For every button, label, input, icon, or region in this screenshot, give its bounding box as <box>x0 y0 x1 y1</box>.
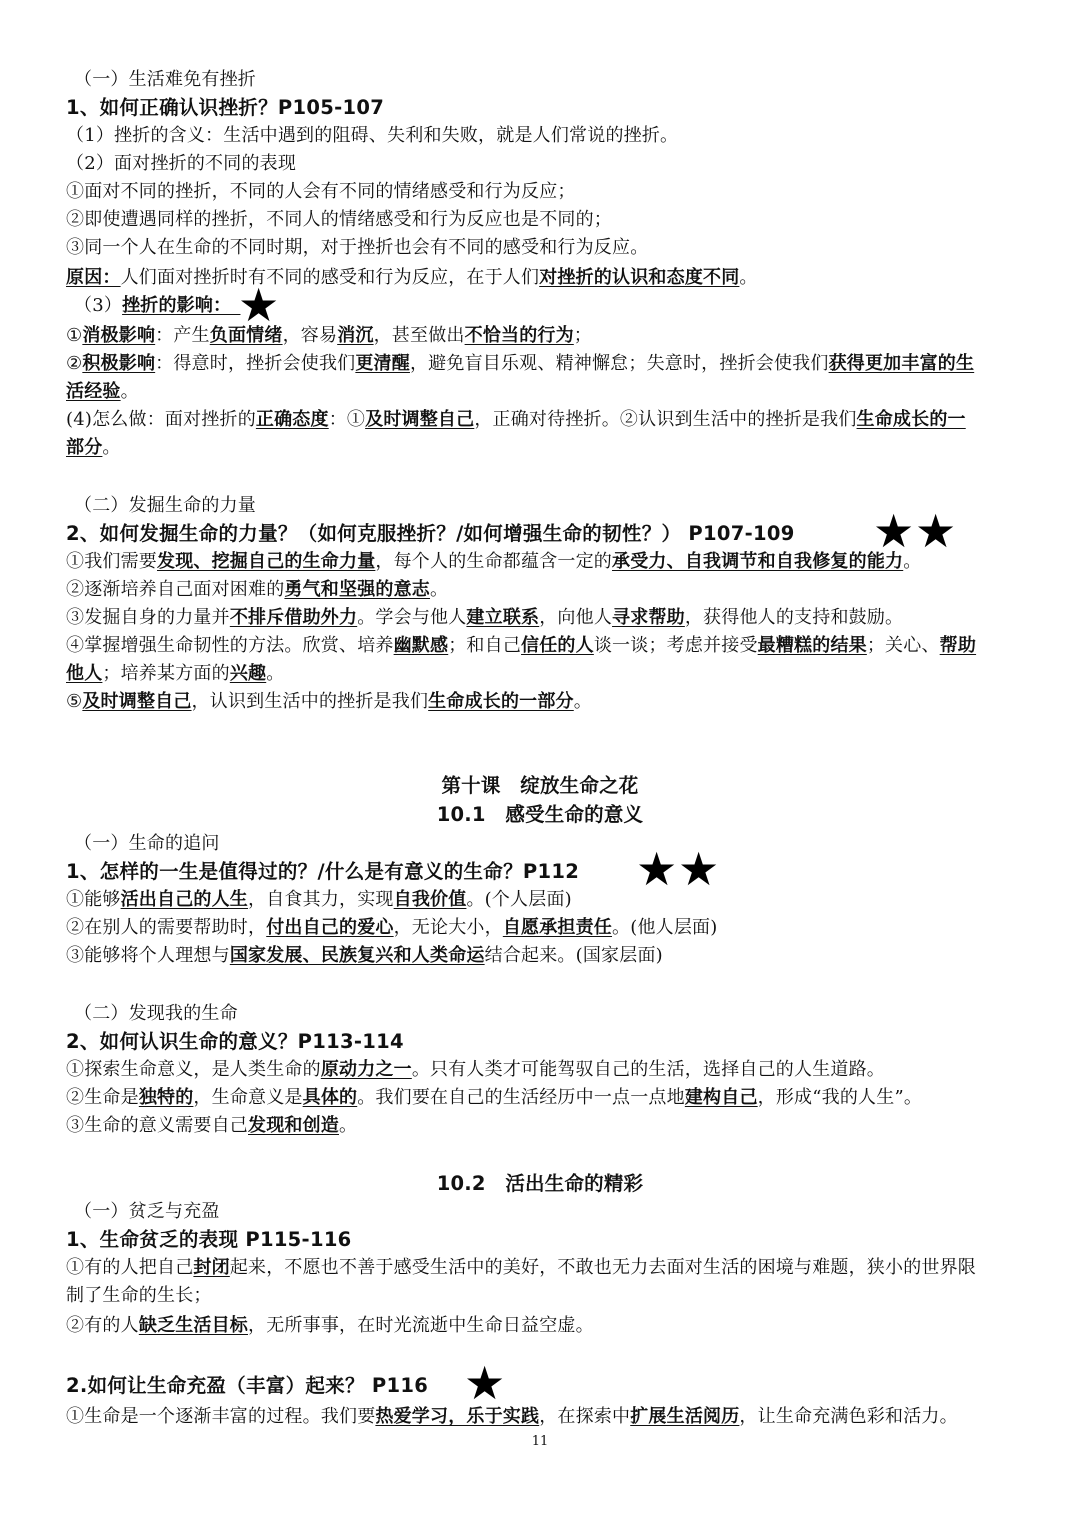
section-heading: （二）发现我的生命 <box>74 1003 238 1024</box>
text-line: ③能够将个人理想与国家发展、民族复兴和人类命运结合起来。(国家层面) <box>66 945 663 966</box>
star-icon: ★ <box>238 278 280 332</box>
section-title: 10.1 感受生命的意义 <box>436 803 644 826</box>
section-title: 10.2 活出生命的精彩 <box>436 1172 644 1195</box>
question-heading: 2、如何发掘生命的力量？（如何克服挫折？/如何增强生命的韧性？） P107-109 <box>66 522 795 545</box>
star-icon: ★ <box>636 842 678 896</box>
star-icon: ★ <box>873 504 915 558</box>
section-heading: （一）生活难免有挫折 <box>74 69 256 90</box>
page-number: 11 <box>531 1434 549 1449</box>
emphasis: 挫折的影响： <box>122 295 241 316</box>
text-line: ②有的人缺乏生活目标，无所事事，在时光流逝中生命日益空虚。 <box>66 1315 594 1336</box>
lesson-title: 第十课 绽放生命之花 <box>441 774 639 797</box>
reason-line: 原因：人们面对挫折时有不同的感受和行为反应，在于人们对挫折的认识和态度不同。 <box>66 267 758 288</box>
text-line: ②生命是独特的，生命意义是具体的。我们要在自己的生活经历中一点一点地建构自己，形成“我的人生”。 <box>66 1087 923 1108</box>
section-heading: （一）贫乏与充盈 <box>74 1201 220 1222</box>
text-line: 活经验。 <box>66 381 139 402</box>
question-heading: 1、生命贫乏的表现 P115-116 <box>66 1228 352 1251</box>
text-line: （2）面对挫折的不同的表现 <box>66 153 297 174</box>
text-line: 他人；培养某方面的兴趣。 <box>66 663 285 684</box>
text-line: ⑤及时调整自己，认识到生活中的挫折是我们生命成长的一部分。 <box>66 691 592 712</box>
question-heading: 2.如何让生命充盈（丰富）起来？ P116 <box>66 1374 429 1397</box>
text-line: ③生命的意义需要自己发现和创造。 <box>66 1115 358 1136</box>
question-heading: 1、怎样的一生是值得过的？/什么是有意义的生命？P112 <box>66 860 580 883</box>
text-line: ③同一个人在生命的不同时期，对于挫折也会有不同的感受和行为反应。 <box>66 237 649 258</box>
text-line: ①探索生命意义，是人类生命的原动力之一。只有人类才可能驾驭自己的生活，选择自己的人生道路。 <box>66 1059 886 1080</box>
section-heading: （二）发掘生命的力量 <box>74 495 256 516</box>
section-heading: （一）生命的追问 <box>74 833 220 854</box>
emphasis: 对挫折的认识和态度不同 <box>539 267 740 288</box>
text-line: ②积极影响：得意时，挫折会使我们更清醒，避免盲目乐观、精神懈怠；失意时，挫折会使我们获得更加丰富的生 <box>66 353 975 374</box>
star-icon: ★ <box>464 1356 506 1410</box>
text-line: ①生命是一个逐渐丰富的过程。我们要热爱学习，乐于实践，在探索中扩展生活阅历，让生命充满色彩和活力。 <box>66 1406 958 1427</box>
text-line: ③发掘自身的力量并不排斥借助外力。学会与他人建立联系，向他人寻求帮助，获得他人的支持和鼓励。 <box>66 607 904 628</box>
text-line: ②在别人的需要帮助时，付出自己的爱心，无论大小，自愿承担责任。(他人层面) <box>66 917 718 938</box>
text-line: ①能够活出自己的人生，自食其力，实现自我价值。(个人层面) <box>66 889 572 910</box>
text-line: ①我们需要发现、挖掘自己的生命力量，每个人的生命都蕴含一定的承受力、自我调节和自我修复的能力。 <box>66 551 922 572</box>
text-line: （1）挫折的含义：生活中遇到的阻碍、失利和失败，就是人们常说的挫折。 <box>66 125 679 146</box>
text-line: ②即使遭遇同样的挫折，不同人的情绪感受和行为反应也是不同的； <box>66 209 612 230</box>
text-line: ①消极影响：产生负面情绪，容易消沉，甚至做出不恰当的行为； <box>66 325 592 346</box>
emphasis: 原因： <box>66 267 121 288</box>
text-line: 部分。 <box>66 437 121 458</box>
subheading-line: （3）挫折的影响： <box>74 295 241 316</box>
star-icon: ★ <box>915 504 957 558</box>
question-heading: 1、如何正确认识挫折？P105-107 <box>66 96 385 119</box>
text-line: ④掌握增强生命韧性的方法。欣赏、培养幽默感；和自己信任的人谈一谈；考虑并接受最糟糕的结果；关心、帮助 <box>66 635 977 656</box>
text-line: ①面对不同的挫折，不同的人会有不同的情绪感受和行为反应； <box>66 181 576 202</box>
text-line: ②逐渐培养自己面对困难的勇气和坚强的意志。 <box>66 579 449 600</box>
star-icon: ★ <box>678 842 720 896</box>
text-line: (4)怎么做：面对挫折的正确态度：①及时调整自己，正确对待挫折。②认识到生活中的挫折是我们生命成长的一 <box>66 409 966 430</box>
text-line: 制了生命的生长； <box>66 1285 212 1306</box>
question-heading: 2、如何认识生命的意义？P113-114 <box>66 1030 404 1053</box>
text-line: ①有的人把自己封闭起来，不愿也不善于感受生活中的美好，不敢也无力去面对生活的困境与难题，狭小的世界限 <box>66 1257 977 1278</box>
